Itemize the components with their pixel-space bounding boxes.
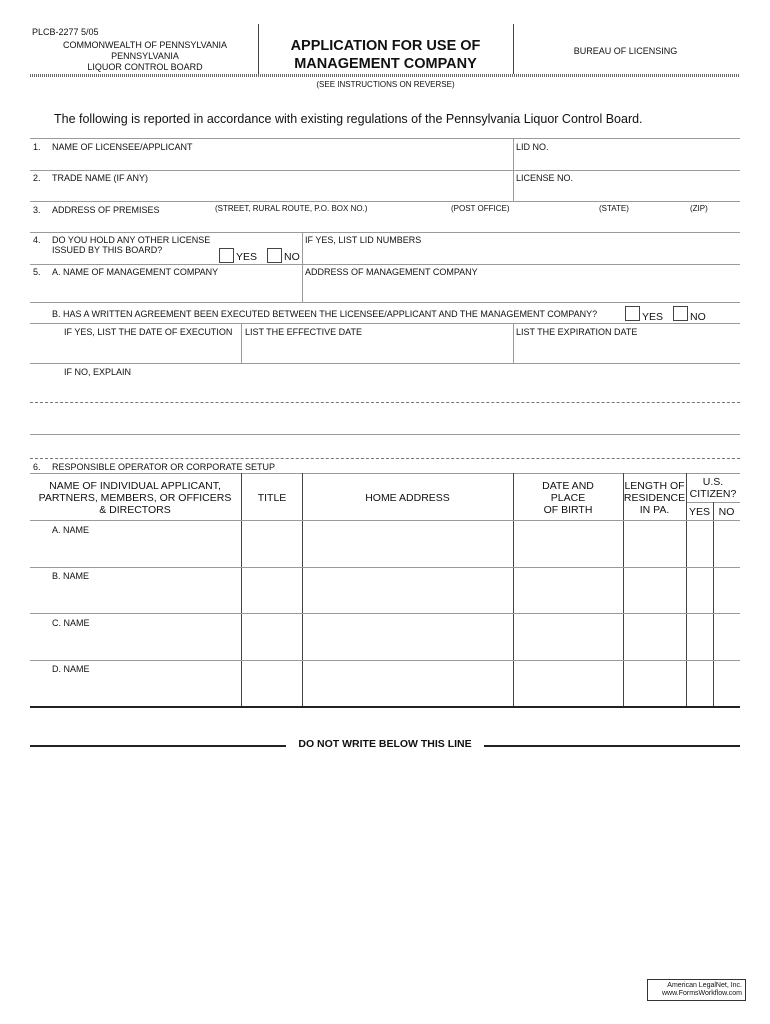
cell-divider <box>302 232 303 264</box>
cell-divider <box>302 264 303 302</box>
publisher-stamp-line-2: www.FormsWorkflow.com <box>662 990 742 997</box>
field-2-number: 2. <box>33 173 41 183</box>
agency-line-2: PENNSYLVANIA <box>111 51 179 61</box>
cell-divider <box>513 170 514 201</box>
table-row-name-field-a[interactable] <box>52 538 238 564</box>
other-license-label-line-2: ISSUED BY THIS BOARD? <box>52 245 163 255</box>
col-divider <box>713 502 714 707</box>
cell-divider <box>241 323 242 363</box>
col-address-header: HOME ADDRESS <box>365 492 450 504</box>
form-title-line-2: MANAGEMENT COMPANY <box>294 56 477 72</box>
lid-no-field[interactable] <box>516 153 738 169</box>
row-rule <box>30 302 740 303</box>
expiration-date-field[interactable] <box>516 340 738 360</box>
table-row-rule <box>30 520 740 521</box>
other-license-no-label: NO <box>284 251 300 263</box>
zip-label: (ZIP) <box>690 204 708 213</box>
written-agreement-question: B. HAS A WRITTEN AGREEMENT BEEN EXECUTED BETWEEN THE LICENSEE/APPLICANT AND THE MANAGEMENT COMPANY? <box>52 309 598 319</box>
licensee-name-field[interactable] <box>52 153 512 169</box>
license-no-field[interactable] <box>516 184 738 200</box>
management-company-address-field[interactable] <box>305 280 738 300</box>
agreement-yes-label: YES <box>642 311 664 323</box>
field-4-number: 4. <box>33 235 41 245</box>
row-rule <box>30 363 740 364</box>
row-rule <box>30 138 740 139</box>
cut-line-right <box>484 745 740 747</box>
table-row-name-field-c[interactable] <box>52 631 238 657</box>
table-top-rule <box>30 473 740 474</box>
table-row-label-c: C. NAME <box>52 618 90 628</box>
col-name-header-line-1: NAME OF INDIVIDUAL APPLICANT, <box>49 480 221 492</box>
field-5-number: 5. <box>33 267 41 277</box>
cell-divider <box>513 138 514 170</box>
agency-line-3: LIQUOR CONTROL BOARD <box>87 62 203 72</box>
lid-numbers-field[interactable] <box>305 246 738 262</box>
col-dob-header-line-1: DATE AND <box>542 480 594 492</box>
other-license-yes-checkbox[interactable] <box>219 248 234 263</box>
col-divider <box>513 473 514 707</box>
explain-rule <box>30 434 740 435</box>
form-title-line-1: APPLICATION FOR USE OF <box>290 38 481 54</box>
license-no-label: LICENSE NO. <box>516 173 574 183</box>
col-citizen-header-line-1: U.S. <box>702 476 724 488</box>
table-row-rule <box>30 660 740 661</box>
agreement-no-checkbox[interactable] <box>673 306 688 321</box>
publisher-stamp-line-1: American LegalNet, Inc. <box>667 982 742 989</box>
other-license-no-checkbox[interactable] <box>267 248 282 263</box>
table-row-rule <box>30 613 740 614</box>
form-number: PLCB-2277 5/05 <box>32 27 99 37</box>
row-rule <box>30 232 740 233</box>
street-label: (STREET, RURAL ROUTE, P.O. BOX NO.) <box>215 204 368 213</box>
premises-address-field[interactable] <box>200 215 738 230</box>
intro-statement: The following is reported in accordance with existing regulations of the Pennsylvania Liquor Control Board. <box>54 112 643 126</box>
explain-label: IF NO, EXPLAIN <box>64 367 132 377</box>
col-residence-header-line-3: IN PA. <box>639 504 670 516</box>
col-citizen-no-header: NO <box>718 506 735 518</box>
col-dob-header-line-3: OF BIRTH <box>543 504 593 516</box>
do-not-write-label: DO NOT WRITE BELOW THIS LINE <box>298 738 472 750</box>
operator-setup-label: RESPONSIBLE OPERATOR OR CORPORATE SETUP <box>52 462 276 472</box>
other-license-label-line-1: DO YOU HOLD ANY OTHER LICENSE <box>52 235 211 245</box>
expiration-date-label: LIST THE EXPIRATION DATE <box>516 327 638 337</box>
col-divider <box>623 473 624 707</box>
publisher-stamp <box>647 979 746 1001</box>
state-label: (STATE) <box>599 204 629 213</box>
col-divider <box>302 473 303 707</box>
management-company-address-label: ADDRESS OF MANAGEMENT COMPANY <box>305 267 478 277</box>
row-rule <box>30 323 740 324</box>
table-row-label-b: B. NAME <box>52 571 90 581</box>
management-company-name-label: A. NAME OF MANAGEMENT COMPANY <box>52 267 219 277</box>
cell-divider <box>513 323 514 363</box>
agreement-yes-checkbox[interactable] <box>625 306 640 321</box>
table-row-label-a: A. NAME <box>52 525 90 535</box>
agency-line-1: COMMONWEALTH OF PENNSYLVANIA <box>62 40 228 50</box>
agreement-no-label: NO <box>690 311 706 323</box>
table-row-name-field-b[interactable] <box>52 584 238 610</box>
lid-numbers-label: IF YES, LIST LID NUMBERS <box>305 235 422 245</box>
licensee-name-label: NAME OF LICENSEE/APPLICANT <box>52 142 193 152</box>
trade-name-label: TRADE NAME (IF ANY) <box>52 173 149 183</box>
col-citizen-yes-header: YES <box>688 506 710 518</box>
section-rule <box>30 458 740 459</box>
table-row-rule <box>30 567 740 568</box>
table-row-label-d: D. NAME <box>52 664 90 674</box>
field-6-number: 6. <box>33 462 41 472</box>
col-divider <box>686 473 687 707</box>
execution-date-field[interactable] <box>64 340 239 360</box>
table-bottom-rule <box>30 706 740 708</box>
lid-no-label: LID NO. <box>516 142 549 152</box>
row-rule <box>30 170 740 171</box>
field-3-number: 3. <box>33 205 41 215</box>
col-name-header-line-3: & DIRECTORS <box>99 504 171 516</box>
col-title-header: TITLE <box>257 492 287 504</box>
explain-rule <box>30 402 740 403</box>
execution-date-label: IF YES, LIST THE DATE OF EXECUTION <box>64 327 233 337</box>
col-divider <box>241 473 242 707</box>
effective-date-label: LIST THE EFFECTIVE DATE <box>245 327 363 337</box>
trade-name-field[interactable] <box>52 184 512 200</box>
premises-address-label: ADDRESS OF PREMISES <box>52 205 160 215</box>
other-license-yes-label: YES <box>236 251 258 263</box>
table-row-name-field-d[interactable] <box>52 677 238 703</box>
management-company-name-field[interactable] <box>52 280 300 300</box>
instructions-note: (SEE INSTRUCTIONS ON REVERSE) <box>316 80 455 89</box>
effective-date-field[interactable] <box>245 340 511 360</box>
col-dob-header-line-2: PLACE <box>550 492 586 504</box>
header-rule <box>30 74 740 77</box>
field-1-number: 1. <box>33 142 41 152</box>
bureau-label: BUREAU OF LICENSING <box>573 46 678 56</box>
col-residence-header-line-2: RESIDENCE <box>623 492 686 504</box>
post-office-label: (POST OFFICE) <box>451 204 510 213</box>
explain-field[interactable] <box>30 380 740 450</box>
col-residence-header-line-1: LENGTH OF <box>624 480 685 492</box>
cut-line-left <box>30 745 286 747</box>
row-rule <box>30 264 740 265</box>
row-rule <box>30 201 740 202</box>
col-name-header-line-2: PARTNERS, MEMBERS, OR OFFICERS <box>38 492 232 504</box>
col-citizen-header-line-2: CITIZEN? <box>689 488 737 500</box>
